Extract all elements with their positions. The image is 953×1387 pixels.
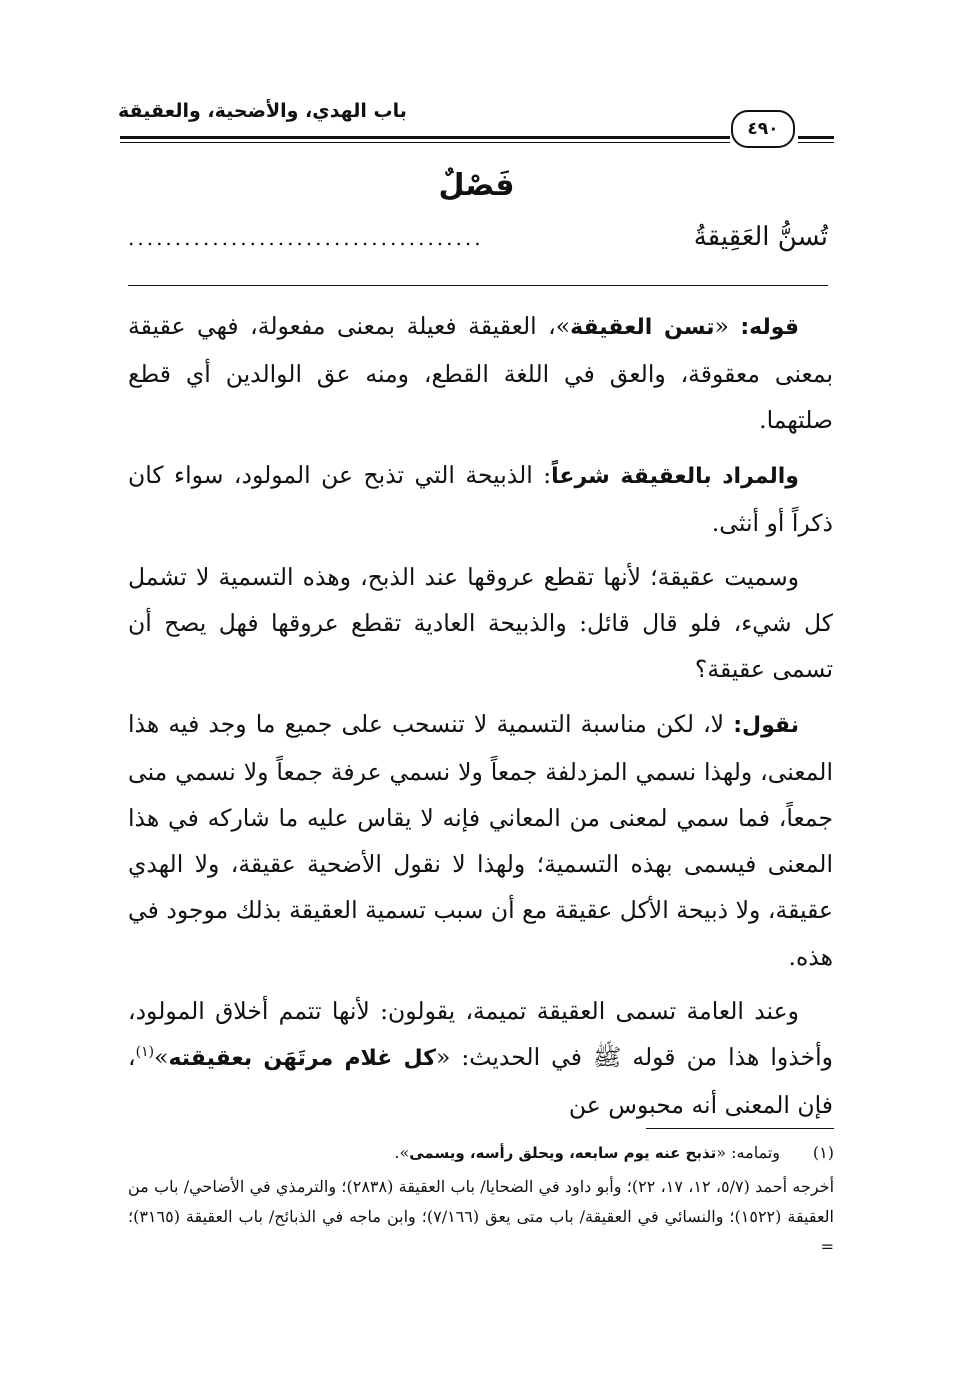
paragraph-5: وعند العامة تسمى العقيقة تميمة، يقولون: لأنها تتمم أخلاق المولود، وأخذوا هذا من قوله ﷺ في الحديث: «كل غلام مرتَهَن بعقيقته»$^{(١)}$، فإن المعنى أنه محبوس عن: [128, 996, 833, 1120]
footnote-1: (١)وتمامه: «تذبح عنه يوم سابعه، ويحلق رأسه، ويسمى».: [128, 1138, 834, 1168]
hadith-quote: كل غلام مرتَهَن بعقيقته: [168, 1046, 436, 1072]
paragraph-4: نقول: لا، لكن مناسبة التسمية لا تنسحب على جميع ما وجد فيه هذا المعنى، ولهذا نسمي المزدلفة جمعاً ولا نسمي عرفة جمعاً ولا نسمي منى جمعاً، فما سمي لمعنى من المعاني فإنه لا يقاس عليه ما شاركه في هذا المعنى فيسمى بهذه التسمية؛ ولهذا لا نقول الأضحية عقيقة، ولا الهدي عقيقة، ولا ذبيحة الأكل عقيقة مع أن سبب تسمية العقيقة بذلك موجود في هذه.: [128, 709, 833, 971]
matn-divider: [128, 285, 828, 286]
lead-term: والمراد بالعقيقة شرعاً: [551, 463, 799, 489]
footnote-quote: تذبح عنه يوم سابعه، ويحلق رأسه، ويسمى: [409, 1144, 717, 1162]
quoted-term: تسن العقيقة: [570, 315, 715, 340]
paragraph-3: وسميت عقيقة؛ لأنها تقطع عروقها عند الذبح، وهذه التسمية لا تشمل كل شيء، فلو قال قائل: والذبيحة العادية تقطع عروقها فهل يصح أن تسمى عقيقة؟: [128, 563, 833, 684]
footnote-number: (١): [812, 1143, 834, 1162]
header-rule: [120, 136, 730, 143]
lead-term: قوله:: [740, 315, 799, 340]
page-number-badge: ٤٩٠: [731, 110, 795, 148]
lead-term: نقول:: [733, 712, 799, 738]
paragraph-2: والمراد بالعقيقة شرعاً: الذبيحة التي تذبح عن المولود، سواء كان ذكراً أو أنثى.: [128, 460, 833, 537]
footnote-reference: (١): [135, 1044, 155, 1061]
commentary-body: [128, 303, 833, 1136]
header-rule-short: [798, 136, 834, 143]
matn-line: [128, 222, 828, 252]
matn-text: تُسنُّ العَقِيقةُ: [693, 222, 828, 252]
paragraph-1: قوله: «تسن العقيقة»، العقيقة فعيلة بمعنى مفعولة، فهي عقيقة بمعنى معقوقة، والعق في اللغة القطع، ومنه عق الوالدين أي قطع صلتهما.: [128, 312, 833, 435]
section-heading: فَصْلٌ: [438, 168, 515, 203]
matn-dots: ......................................: [128, 226, 484, 250]
footnotes: [128, 1138, 834, 1262]
footnote-divider: [646, 1128, 834, 1129]
footnote-sources: أخرجه أحمد (٥/٧، ١٢، ١٧، ٢٢)؛ وأبو داود في الضحايا/ باب العقيقة (٢٨٣٨)؛ والترمذي في الأضاحي/ باب من العقيقة (١٥٢٢)؛ والنسائي في العقيقة/ باب متى يعق (٧/١٦٦)؛ وابن ماجه في الذبائح/ باب العقيقة (٣١٦٥)؛ =: [128, 1177, 835, 1256]
running-header-title: باب الهدي، والأضحية، والعقيقة: [118, 100, 407, 122]
